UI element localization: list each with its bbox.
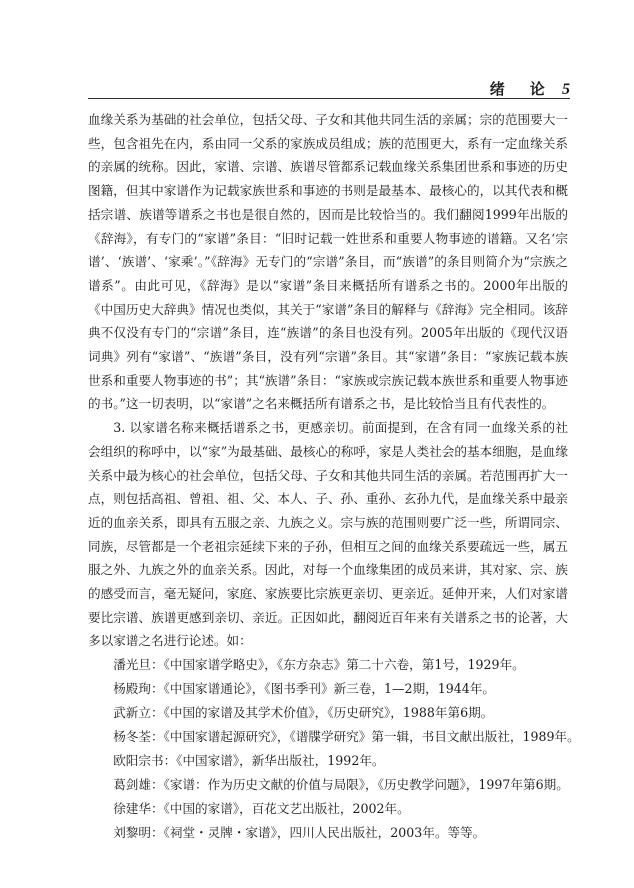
- reference-item: 刘黎明：《祠堂・灵牌・家谱》，四川人民出版社，2003年。等等。: [113, 825, 486, 841]
- page-number: 5: [562, 81, 570, 98]
- running-head: [490, 78, 570, 99]
- body-paragraph-1: 血缘关系为基础的社会单位，包括父母、子女和其他共同生活的亲属；宗的范围要大一些，包含祖先在内，系由同一父系的家族成员组成；族的范围更大，系有一定血缘关系的亲属的统称。因此，家谱、宗谱、族谱尽管都系记载血缘关系集团世系和事迹的历史图籍，但其中家谱作为记载家族世系和事迹的书则是最基本、最核心的，以其代表和概括宗谱、族谱等谱系之书也是很自然的，因而是比较恰当的。我们翻阅1999年出版的《辞海》，有专门的“家谱”条目：“旧时记载一姓世系和重要人物事迹的谱籍。又名‘宗谱’、‘族谱’、‘家乘’。”《辞海》无专门的“宗谱”条目，而“族谱”的条目则简介为“宗族之谱系”。由此可见，《辞海》是以“家谱”条目来概括所有谱系之书的。2000年出版的《中国历史大辞典》情况也类似，其关于“家谱”条目的解释与《辞海》完全相同。该辞典不仅没有专门的“宗谱”条目，连“族谱”的条目也没有列。2005年出版的《现代汉语词典》列有“家谱”、“族谱”条目，没有列“宗谱”条目。其“家谱”条目：“家族记载本族世系和重要人物事迹的书”；其“族谱”条目：“家族或宗族记载本族世系和重要人物事迹的书。”这一切表明，以“家谱”之名来概括所有谱系之书，是比较恰当且有代表性的。: [88, 112, 568, 412]
- reference-item: 杨冬荃：《中国家谱起源研究》，《谱牒学研究》第一辑，书目文献出版社，1989年。: [113, 729, 580, 745]
- reference-item: 葛剑雄：《家谱：作为历史文献的价值与局限》，《历史教学问题》，1997年第6期。: [113, 777, 569, 793]
- reference-item: 欧阳宗书：《中国家谱》，新华出版社，1992年。: [113, 753, 385, 769]
- body-paragraph-2: 3. 以家谱名称来概括谱系之书，更感亲切。前面提到，在含有同一血缘关系的社会组织的称呼中，以“家”为最基础、最核心的称呼，家是人类社会的基本细胞，是血缘关系中最为核心的社会单位，包括父母、子女和其他共同生活的亲属。若范围再扩大一点，则包括高祖、曾祖、祖、父、本人、子、孙、重孙、玄孙九代，是血缘关系中最亲近的血亲关系，即具有五服之亲、九族之义。宗与族的范围则要广泛一些，所谓同宗、同族，尽管都是一个老祖宗延续下来的子孙，但相互之间的血缘关系要疏远一些，属五服之外、九族之外的血亲关系。因此，对每一个血缘集团的成员来讲，其对家、宗、族的感受而言，毫无疑问，家庭、家族要比宗族更亲切、更亲近。延伸开来，人们对家谱要比宗谱、族谱更感到亲切、亲近。正因如此，翻阅近百年来有关谱系之书的论著，大多以家谱之名进行论述。如：: [88, 420, 568, 649]
- reference-item: 潘光旦：《中国家谱学略史》，《东方杂志》第二十六卷，第1号，1929年。: [113, 657, 525, 673]
- reference-item: 武新立：《中国的家谱及其学术价值》，《历史研究》，1988年第6期。: [113, 705, 494, 721]
- page-body: [88, 108, 580, 845]
- reference-list: [88, 653, 580, 845]
- running-head-title: 绪 论: [489, 80, 550, 98]
- header-rule: [88, 98, 570, 99]
- reference-item: 杨殿珣：《中国家谱通论》，《图书季刊》新三卷，1—2期，1944年。: [113, 681, 495, 697]
- reference-item: 徐建华：《中国的家谱》，百花文艺出版社，2002年。: [113, 801, 410, 817]
